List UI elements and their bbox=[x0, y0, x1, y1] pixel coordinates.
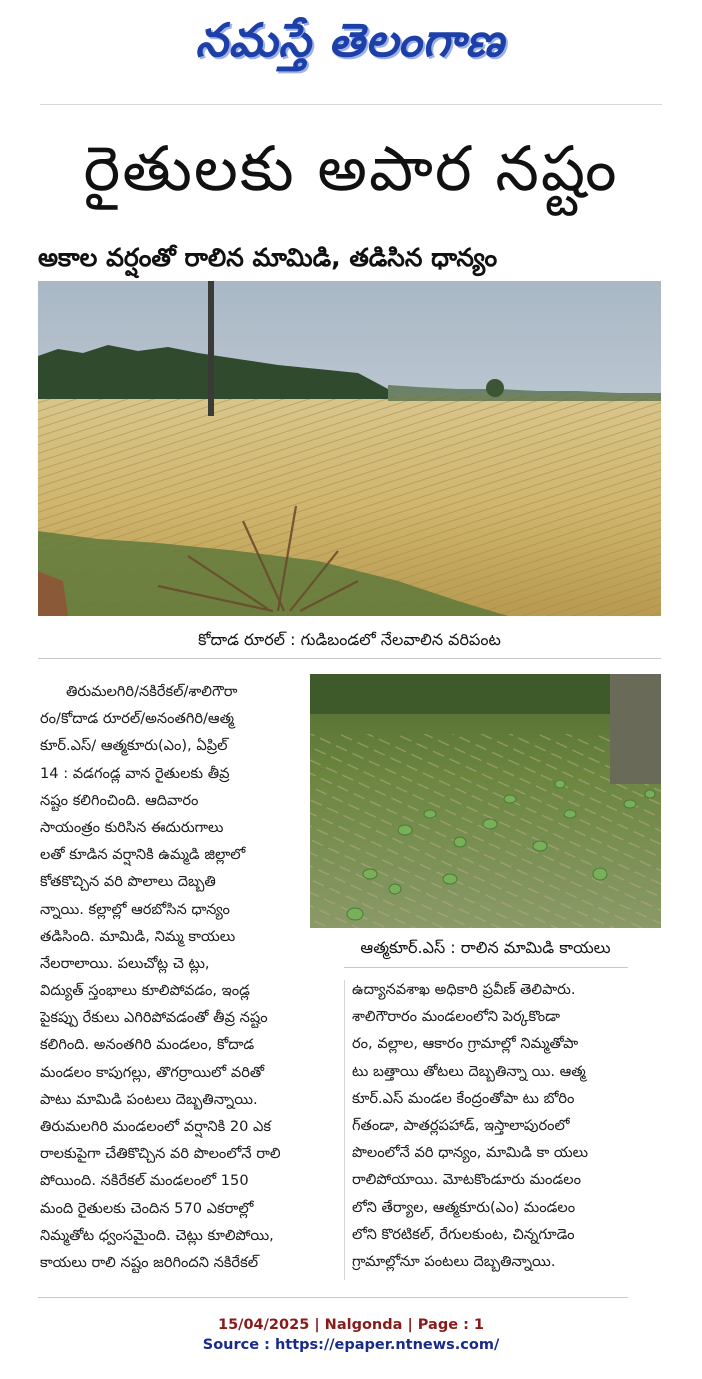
article-line: కోతకొచ్చిన వరి పొలాలు దెబ్బతి bbox=[40, 873, 216, 891]
article-line: పోయింది. నకిరేకల్ మండలంలో 150 bbox=[40, 1172, 249, 1190]
article-line: నేలరాలాయి. పలుచోట్ల చె ట్లు, bbox=[40, 954, 210, 972]
paddy-field-photo bbox=[38, 281, 661, 616]
article-line: గ్రామాల్లోనూ పంటలు దెబ్బతిన్నాయి. bbox=[352, 1252, 556, 1270]
article-line: పాటు మామిడి పంటలు దెబ్బతిన్నాయి. bbox=[40, 1090, 258, 1108]
article-line: లోని తేర్యాల, ఆత్మకూరు(ఎం) మండలం bbox=[352, 1198, 576, 1216]
article-line: లతో కూడిన వర్షానికి ఉమ్మడి జిల్లాలో bbox=[40, 846, 246, 864]
article-line: రం/కోదాడ రూరల్/అనంతగిరి/ఆత్మ bbox=[40, 710, 234, 728]
article-line: టు బత్తాయి తోటలు దెబ్బతిన్నా యి. ఆత్మ bbox=[352, 1062, 586, 1080]
caption-divider bbox=[344, 967, 628, 968]
article-subheadline: అకాల వర్షంతో రాలిన మామిడి, తడిసిన ధాన్యం bbox=[38, 243, 498, 272]
article-line: పొలంలోనే వరి ధాన్యం, మామిడి కా యలు bbox=[352, 1144, 589, 1162]
source-link[interactable]: Source : https://epaper.ntnews.com/ bbox=[202, 1337, 500, 1353]
article-line: కూర్.ఎస్/ ఆత్మకూరు(ఎం), ఏప్రిల్ bbox=[40, 737, 228, 755]
article-line: కాయలు రాలి నష్టం జరిగిందని నకిరేకల్ bbox=[40, 1253, 259, 1271]
article-line: కూర్.ఎస్ మండల కేంద్రంతోపా టు బోరిం bbox=[352, 1089, 575, 1107]
article-line: 14 : వడగండ్ల వాన రైతులకు తీవ్ర bbox=[40, 764, 230, 782]
article-line: రం, వల్లాల, ఆకారం గ్రామాల్లో నిమ్మతోపా bbox=[352, 1035, 579, 1053]
fallen-mangoes-photo bbox=[310, 674, 661, 928]
edition-info: 15/04/2025 | Nalgonda | Page : 1 bbox=[217, 1317, 485, 1333]
article-line: లోని కొరటికల్, రేగులకుంట, చిన్నగూడెం bbox=[352, 1225, 575, 1243]
column-divider bbox=[344, 980, 345, 1280]
article-line: రాలకుపైగా చేతికొచ్చిన వరి పొలంలోనే రాలి bbox=[40, 1145, 281, 1163]
mango-photo-caption: ఆత్మకూర్.ఎస్ : రాలిన మామిడి కాయలు bbox=[360, 938, 611, 957]
article-line: సాయంత్రం కురిసిన ఈదురుగాలు bbox=[40, 818, 224, 836]
article-line: మండలం కాపుగల్లు, తొగర్రాయిలో వరితో bbox=[40, 1063, 265, 1081]
article-line: పైకప్పు రేకులు ఎగిరిపోవడంతో తీవ్ర నష్టం bbox=[40, 1009, 268, 1027]
masthead-divider bbox=[40, 104, 662, 105]
article-end-divider bbox=[38, 1297, 628, 1298]
newspaper-masthead: నమస్తే తెలంగాణ bbox=[195, 13, 505, 67]
article-body-left-column bbox=[40, 678, 336, 1276]
article-line: రాలిపోయాయి. మోటకొండూరు మండలం bbox=[352, 1171, 581, 1189]
article-line: నిమ్మతోట ధ్వంసమైంది. చెట్లు కూలిపోయి, bbox=[40, 1226, 274, 1244]
article-line: గ్‌తండా, పాతర్లపహాడ్, ఇస్తాలాపురంలో bbox=[352, 1116, 570, 1134]
article-line: తిరుమలగిరి/నకిరేకల్/శాలిగౌరా bbox=[66, 683, 238, 700]
article-headline: రైతులకు అపార నష్టం bbox=[83, 132, 619, 205]
article-line: ఉద్యానవశాఖ అధికారి ప్రవీణ్ తెలిపారు. bbox=[352, 981, 576, 998]
page-footer bbox=[0, 1315, 702, 1355]
article-line: తడిసింది. మామిడి, నిమ్మ కాయలు bbox=[40, 927, 236, 945]
caption-divider bbox=[38, 658, 661, 659]
article-line: నష్టం కలిగించింది. ఆదివారం bbox=[40, 791, 199, 809]
article-line: మంది రైతులకు చెందిన 570 ఎకరాల్లో bbox=[40, 1199, 254, 1217]
article-line: విద్యుత్ స్తంభాలు కూలిపోవడం, ఇండ్ల bbox=[40, 982, 250, 1000]
article-body-right-column bbox=[352, 976, 662, 1275]
article-line: తిరుమలగిరి మండలంలో వర్షానికి 20 ఎక bbox=[40, 1118, 272, 1135]
paddy-photo-caption: కోదాడ రూరల్ : గుడిబండలో నేలవాలిన వరిపంట bbox=[198, 630, 501, 649]
article-line: న్నాయి. కల్లాల్లో ఆరబోసిన ధాన్యం bbox=[40, 900, 230, 918]
article-line: శాలిగౌరారం మండలంలోని పెర్కకొండా bbox=[352, 1008, 560, 1026]
article-line: కలిగింది. అనంతగిరి మండలం, కోదాడ bbox=[40, 1036, 255, 1054]
